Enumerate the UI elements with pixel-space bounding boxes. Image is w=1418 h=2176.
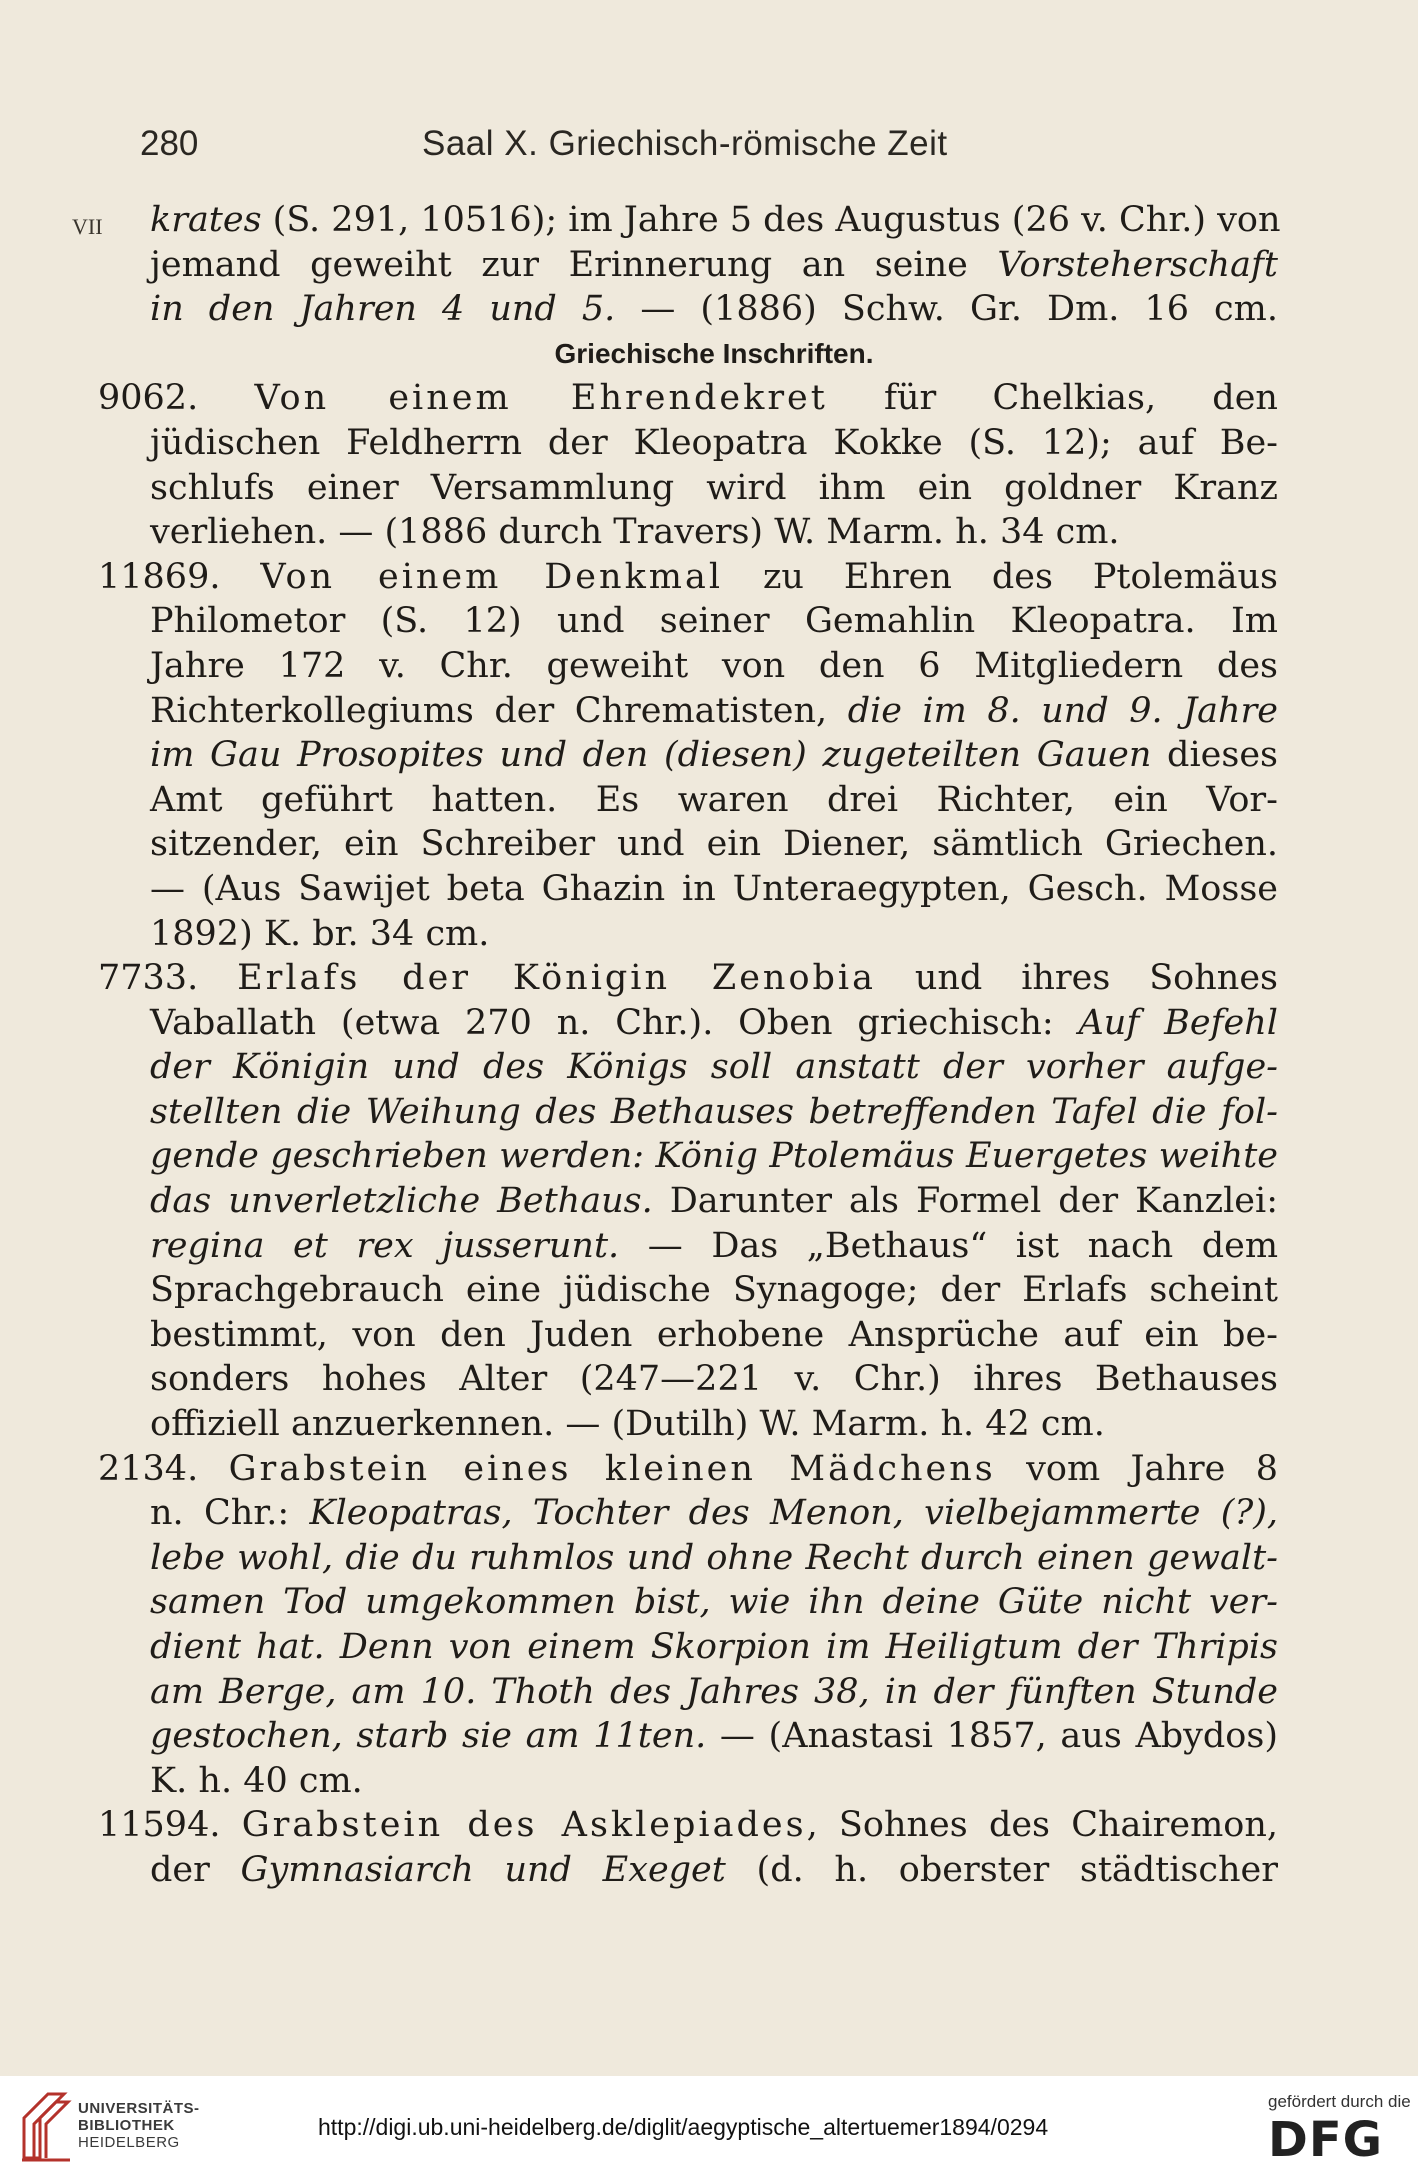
- entry-11594: 11594. Grabstein des Asklepiades, Sohnes des Chairemon,: [98, 1805, 1278, 1846]
- text-line: regina et rex jusserunt. — Das „Bethaus“ ist nach dem: [150, 1225, 1279, 1266]
- entry-2134: 2134. Grabstein eines kleinen Mädchens vom Jahre 8: [98, 1448, 1278, 1489]
- text-line: Jahre 172 v. Chr. geweiht von den 6 Mitgliedern des: [150, 645, 1278, 686]
- text-line: 1892) K. br. 34 cm.: [150, 913, 490, 954]
- page-header: [140, 124, 1020, 174]
- text-line: krates (S. 291, 10516); im Jahre 5 des Augustus (26 v. Chr.) von: [150, 200, 1281, 240]
- text-line: samen Tod umgekommen bist, wie ihn deine Güte nicht ver-: [150, 1582, 1278, 1623]
- text-line: in den Jahren 4 und 5. — (1886) Schw. Gr. Dm. 16 cm.: [150, 289, 1278, 330]
- dfg-logo: DFG: [1268, 2112, 1384, 2168]
- text-line: im Gau Prosopites und den (diesen) zugeteilten Gauen dieses: [150, 735, 1278, 776]
- source-url-link[interactable]: http://digi.ub.uni-heidelberg.de/diglit/aegyptische_altertuemer1894/0294: [318, 2114, 1049, 2140]
- text-line: sitzender, ein Schreiber und ein Diener, sämtlich Griechen.: [150, 824, 1278, 865]
- text-line: das unverletzliche Bethaus. Darunter als Formel der Kanzlei:: [150, 1181, 1279, 1222]
- entry-11869: 11869. Von einem Denkmal zu Ehren des Ptolemäus: [98, 556, 1278, 597]
- margin-label: VII: [72, 214, 103, 239]
- text-line: gestochen, starb sie am 11ten. — (Anastasi 1857, aus Abydos): [150, 1716, 1278, 1757]
- text-line: n. Chr.: Kleopatras, Tochter des Menon, vielbejammerte (?),: [150, 1493, 1279, 1534]
- text-line: schlufs einer Versammlung wird ihm ein goldner Kranz: [150, 467, 1278, 508]
- text-line: bestimmt, von den Juden erhobene Ansprüche auf ein be-: [150, 1314, 1278, 1355]
- text-line: jüdischen Feldherrn der Kleopatra Kokke (S. 12); auf Be-: [150, 422, 1278, 463]
- text-line: jemand geweiht zur Erinnerung an seine Vorsteherschaft: [150, 244, 1278, 285]
- funding-label: gefördert durch die: [1268, 2092, 1411, 2111]
- footer-bar: [0, 2076, 1418, 2176]
- text-line: Vaballath (etwa 270 n. Chr.). Oben griechisch: Auf Befehl: [150, 1002, 1278, 1043]
- text-line: der Königin und des Königs soll anstatt der vorher aufge-: [150, 1047, 1278, 1088]
- page-number: 280: [140, 124, 199, 163]
- text-line: K. h. 40 cm.: [150, 1760, 363, 1801]
- entry-7733: 7733. Erlafs der Königin Zenobia und ihres Sohnes: [98, 958, 1278, 999]
- text-line: Amt geführt hatten. Es waren drei Richter, ein Vor-: [150, 779, 1278, 820]
- text-line: der Gymnasiarch und Exeget (d. h. oberster städtischer: [150, 1849, 1278, 1890]
- page-body: [98, 198, 1281, 1893]
- text-line: am Berge, am 10. Thoth des Jahres 38, in der fünften Stunde: [150, 1671, 1278, 1712]
- text-line: verliehen. — (1886 durch Travers) W. Marm. h. 34 cm.: [150, 512, 1120, 553]
- text-line: gende geschrieben werden: König Ptolemäus Euergetes weihte: [150, 1136, 1278, 1177]
- library-name: UNIVERSITÄTS- BIBLIOTHEK HEIDELBERG: [78, 2100, 200, 2151]
- entry-9062: 9062. Von einem Ehrendekret für Chelkias, den: [98, 378, 1278, 419]
- text-line: stellten die Weihung des Bethauses betreffenden Tafel die fol-: [150, 1091, 1278, 1132]
- running-title: Saal X. Griechisch-römische Zeit: [422, 124, 948, 163]
- text-line: Richterkollegiums der Chrematisten, die im 8. und 9. Jahre: [150, 690, 1278, 731]
- section-heading: Griechische Inschriften.: [554, 337, 874, 369]
- library-logo-icon: [20, 2088, 72, 2164]
- text-line: Sprachgebrauch eine jüdische Synagoge; der Erlafs scheint: [150, 1270, 1278, 1311]
- text-line: dient hat. Denn von einem Skorpion im Heiligtum der Thripis: [150, 1627, 1278, 1667]
- text-line: sonders hohes Alter (247—221 v. Chr.) ihres Bethauses: [150, 1359, 1278, 1400]
- text-line: offiziell anzuerkennen. — (Dutilh) W. Marm. h. 42 cm.: [150, 1404, 1105, 1445]
- text-line: Philometor (S. 12) und seiner Gemahlin Kleopatra. Im: [150, 601, 1278, 642]
- text-line: lebe wohl, die du ruhmlos und ohne Recht durch einen gewalt-: [150, 1537, 1278, 1578]
- text-line: — (Aus Sawijet beta Ghazin in Unteraegypten, Gesch. Mosse: [150, 868, 1278, 909]
